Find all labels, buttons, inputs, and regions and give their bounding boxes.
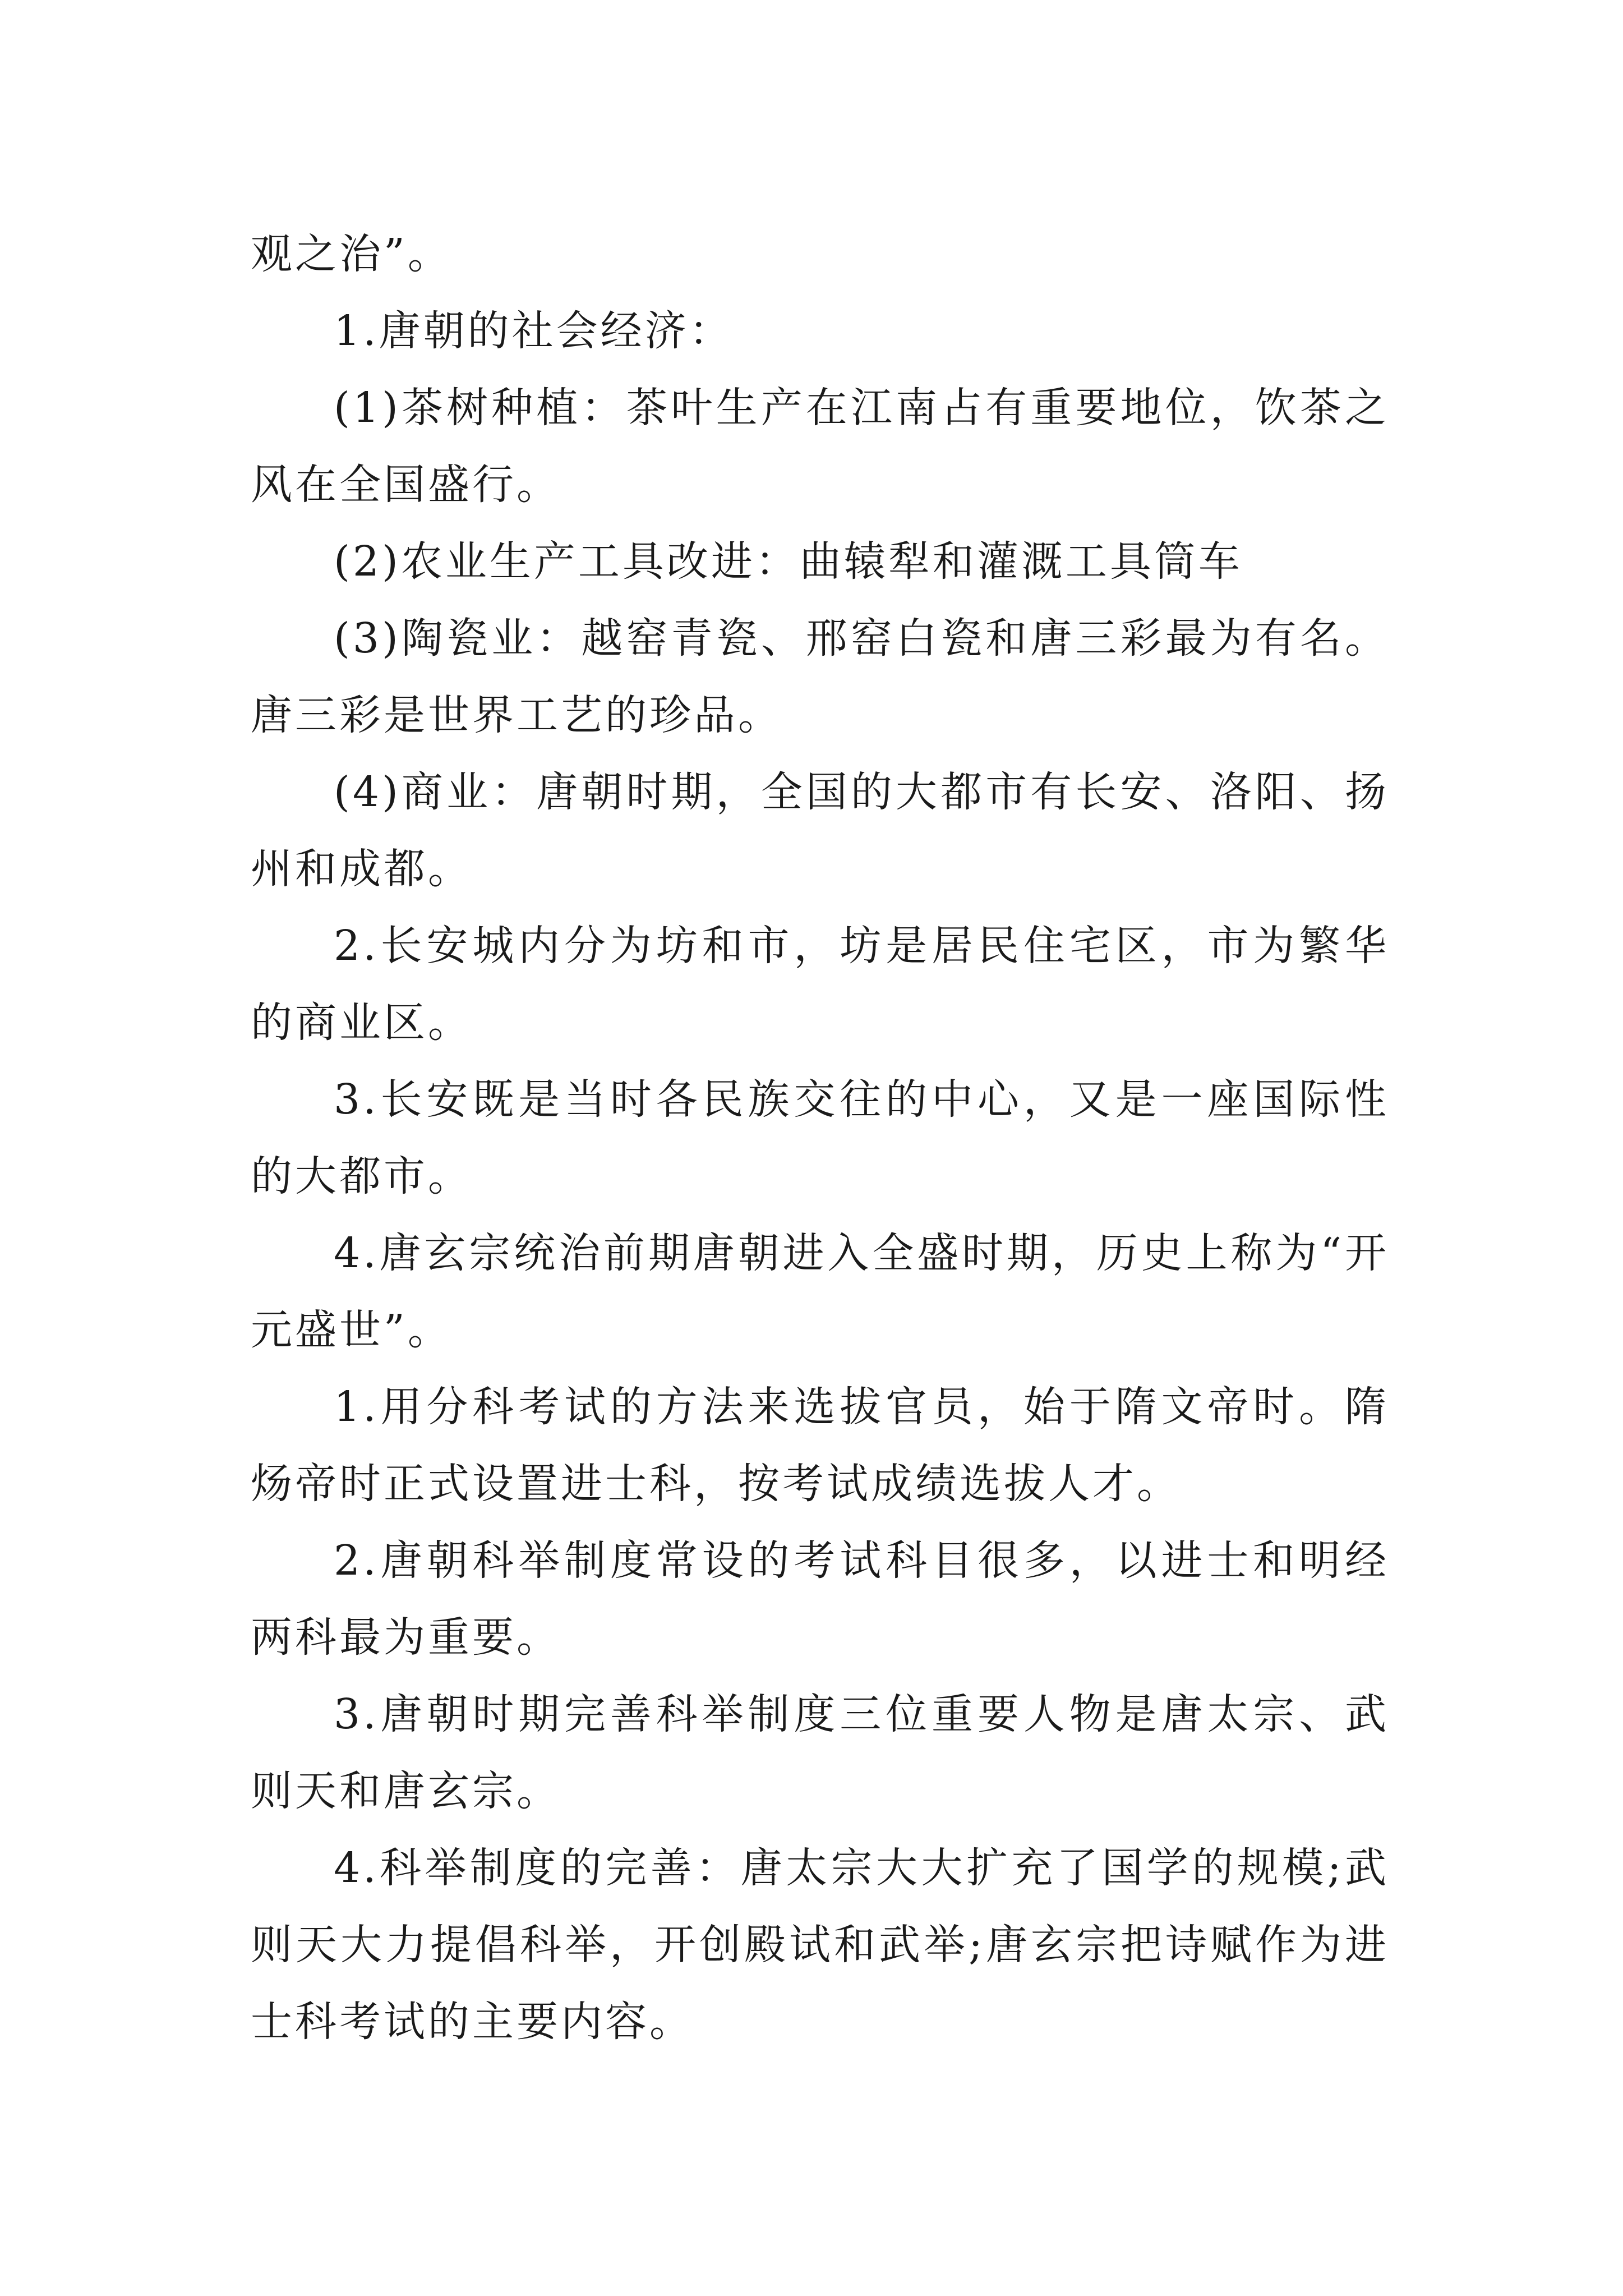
- document-body: [251, 216, 1389, 2060]
- paragraph: 4.科举制度的完善：唐太宗大大扩充了国学的规模;武则天大力提倡科举，开创殿试和武举;唐玄宗把诗赋作为进士科考试的主要内容。: [251, 1844, 1389, 2046]
- paragraph: 4.唐玄宗统治前期唐朝进入全盛时期，历史上称为“开元盛世”。: [251, 1229, 1389, 1354]
- paragraph: (1)茶树种植：茶叶生产在江南占有重要地位，饮茶之风在全国盛行。: [251, 384, 1389, 509]
- paragraph: (3)陶瓷业：越窑青瓷、邢窑白瓷和唐三彩最为有名。唐三彩是世界工艺的珍品。: [251, 614, 1389, 739]
- paragraph: 1.唐朝的社会经济：: [334, 307, 734, 355]
- paragraph: 2.唐朝科举制度常设的考试科目很多，以进士和明经两科最为重要。: [251, 1536, 1389, 1662]
- paragraph: (4)商业：唐朝时期，全国的大都市有长安、洛阳、扬州和成都。: [251, 768, 1389, 893]
- paragraph: 1.用分科考试的方法来选拔官员，始于隋文帝时。隋炀帝时正式设置进士科，按考试成绩选拔人才。: [251, 1383, 1389, 1508]
- paragraph: 观之治”。: [251, 230, 452, 278]
- paragraph: (2)农业生产工具改进：曲辕犁和灌溉工具筒车: [334, 537, 1243, 586]
- paragraph: 3.唐朝时期完善科举制度三位重要人物是唐太宗、武则天和唐玄宗。: [251, 1690, 1389, 1815]
- paragraph: 3.长安既是当时各民族交往的中心，又是一座国际性的大都市。: [251, 1075, 1389, 1200]
- paragraph: 2.长安城内分为坊和市，坊是居民住宅区，市为繁华的商业区。: [251, 922, 1389, 1047]
